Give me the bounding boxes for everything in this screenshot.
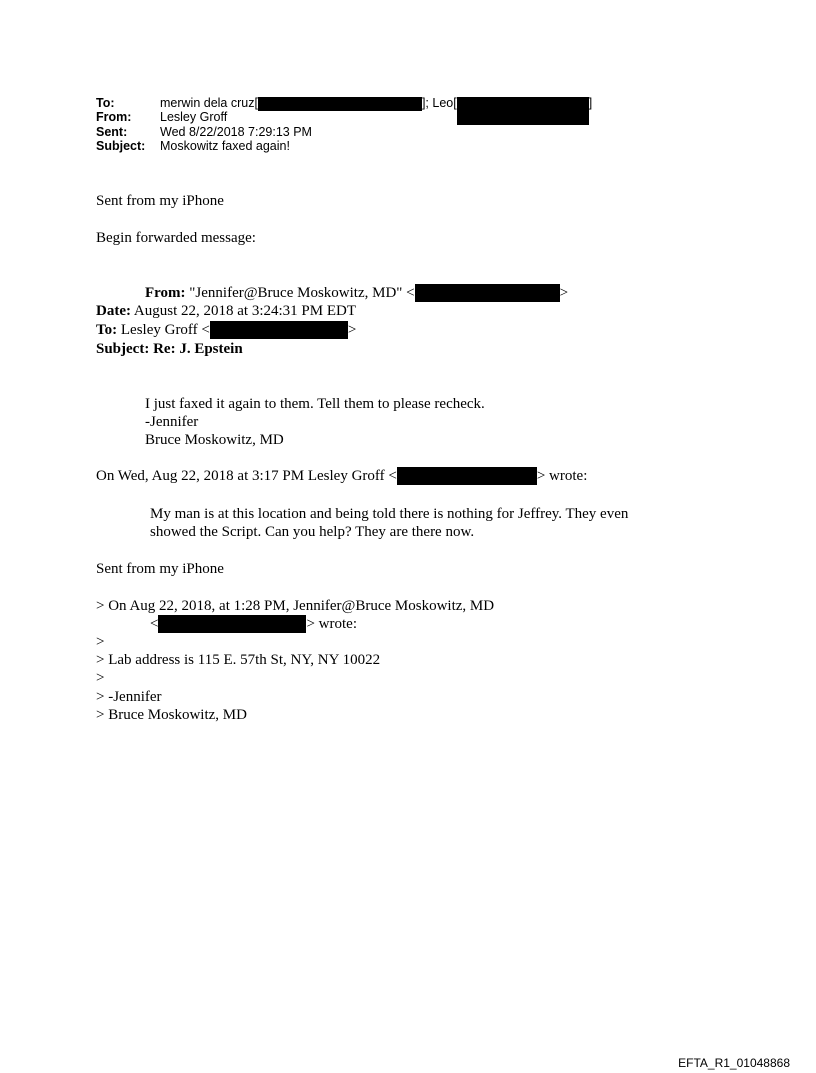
- quoted-line-1: > On Aug 22, 2018, at 1:28 PM, Jennifer@Bruce Moskowitz, MD: [96, 598, 495, 614]
- sent-from-iphone: Sent from my iPhone: [96, 193, 224, 209]
- sent-label: Sent:: [96, 125, 128, 139]
- redaction-bar: [210, 321, 348, 339]
- redaction-bar: [158, 615, 306, 633]
- fwd-date-line: [96, 302, 356, 320]
- document-id: EFTA_R1_01048868: [678, 1056, 790, 1070]
- to-recipient-1: merwin dela cruz[: [160, 96, 258, 110]
- fwd-from-line: [145, 284, 568, 302]
- quoted-line-5: >: [96, 670, 105, 686]
- from-value: Lesley Groff: [160, 110, 228, 124]
- on-wed-wrote: > wrote:: [536, 468, 588, 484]
- to-label: To:: [96, 96, 115, 110]
- subject-label: Subject:: [96, 139, 146, 153]
- fwd-from-label: From:: [145, 285, 186, 301]
- on-wed-text: On Wed, Aug 22, 2018 at 3:17 PM Lesley Groff <: [96, 468, 397, 484]
- fwd-date-label: Date:: [96, 303, 131, 319]
- fwd-to-line: [96, 321, 356, 339]
- quote-line-1: My man is at this location and being told there is nothing for Jeffrey. They even: [150, 506, 629, 522]
- quoted-line-4: > Lab address is 115 E. 57th St, NY, NY 10022: [96, 652, 381, 668]
- fwd-to-label: To:: [96, 322, 118, 338]
- quoted-wrote: > wrote:: [306, 616, 357, 632]
- redaction-bar: [258, 97, 422, 111]
- fwd-to-close: >: [347, 322, 357, 338]
- fwd-from-value: "Jennifer@Bruce Moskowitz, MD" <: [189, 285, 415, 301]
- sent-from-iphone-2: Sent from my iPhone: [96, 561, 224, 577]
- begin-forwarded: Begin forwarded message:: [96, 230, 256, 246]
- reply-line-3: Bruce Moskowitz, MD: [145, 432, 284, 448]
- fwd-to-value: Lesley Groff <: [120, 322, 210, 338]
- reply-line-1: I just faxed it again to them. Tell them to please recheck.: [145, 396, 485, 412]
- redaction-bar: [397, 467, 537, 485]
- redaction-bar: [415, 284, 560, 302]
- on-wed-line: [96, 467, 587, 485]
- subject-value: Moskowitz faxed again!: [160, 139, 290, 153]
- quoted-line-6: > -Jennifer: [96, 689, 162, 705]
- fwd-date-value: August 22, 2018 at 3:24:31 PM EDT: [133, 303, 357, 319]
- quoted-line-7: > Bruce Moskowitz, MD: [96, 707, 247, 723]
- quoted-line-3: >: [96, 634, 105, 650]
- quoted-open-bracket: <: [150, 616, 159, 632]
- quoted-line-2: [150, 615, 357, 633]
- redaction-bar: [457, 97, 589, 125]
- quote-line-2: showed the Script. Can you help? They are there now.: [150, 524, 475, 540]
- fwd-from-close: >: [559, 285, 569, 301]
- from-label: From:: [96, 110, 132, 124]
- reply-line-2: -Jennifer: [145, 414, 199, 430]
- sent-value: Wed 8/22/2018 7:29:13 PM: [160, 125, 312, 139]
- to-close-bracket: ]: [588, 96, 593, 110]
- fwd-subject: Subject: Re: J. Epstein: [96, 341, 243, 357]
- to-recipient-2: ]; Leo[: [421, 96, 457, 110]
